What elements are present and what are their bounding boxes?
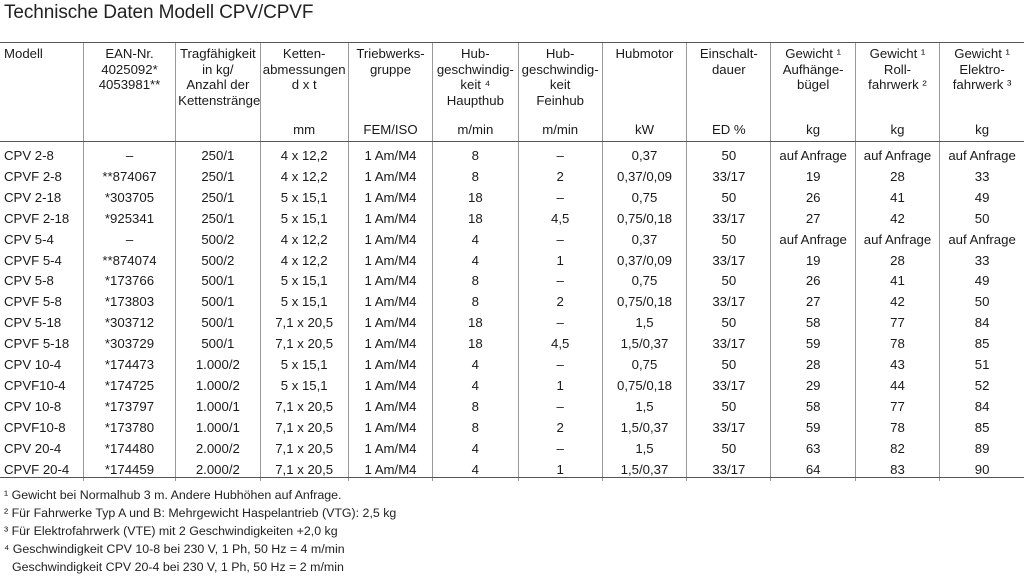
table-cell: 33/17 xyxy=(687,209,771,230)
table-cell: 4 xyxy=(433,460,518,481)
column-header-unit: kg xyxy=(975,121,990,137)
column-header xyxy=(348,43,432,142)
table-cell: 42 xyxy=(855,292,939,313)
table-cell: 33/17 xyxy=(687,251,771,272)
table-cell: 82 xyxy=(855,439,939,460)
table-cell: auf Anfrage xyxy=(771,230,855,251)
footnote: ¹ Gewicht bei Normalhub 3 m. Andere Hubhöhen auf Anfrage. xyxy=(4,488,342,502)
table-row xyxy=(0,292,1024,313)
table-cell: 28 xyxy=(855,167,939,188)
table-cell: 26 xyxy=(771,271,855,292)
table-cell: *173780 xyxy=(83,418,175,439)
table-cell: 41 xyxy=(855,271,939,292)
table-cell: 1.000/1 xyxy=(176,397,260,418)
table-cell: *174459 xyxy=(83,460,175,481)
table-cell: 43 xyxy=(855,355,939,376)
column-header xyxy=(940,43,1024,142)
table-cell: 4 xyxy=(433,376,518,397)
table-cell: 2.000/2 xyxy=(176,460,260,481)
table-cell: 50 xyxy=(687,142,771,167)
table-cell: 1,5/0,37 xyxy=(602,460,686,481)
column-header-label: Triebwerks- gruppe xyxy=(356,46,425,77)
table-cell: 0,75/0,18 xyxy=(602,209,686,230)
table-cell: 0,75 xyxy=(602,188,686,209)
table-cell: 1 Am/M4 xyxy=(348,376,432,397)
table-cell: 250/1 xyxy=(176,167,260,188)
column-header-unit: FEM/ISO xyxy=(363,121,418,137)
table-cell: 58 xyxy=(771,397,855,418)
table-cell: 42 xyxy=(855,209,939,230)
table-cell: 1 Am/M4 xyxy=(348,230,432,251)
table-cell: 78 xyxy=(855,334,939,355)
model-cell: CPVF 5-8 xyxy=(4,294,62,310)
table-cell: 0,75/0,18 xyxy=(602,376,686,397)
table-cell: 52 xyxy=(940,376,1024,397)
table-cell: 4 xyxy=(433,355,518,376)
column-header-label: Hubmotor xyxy=(615,46,674,61)
table-cell: 4 xyxy=(433,251,518,272)
table-cell: 7,1 x 20,5 xyxy=(260,334,348,355)
table-row xyxy=(0,439,1024,460)
column-header-unit: kW xyxy=(634,121,655,137)
table-cell: 4 x 12,2 xyxy=(260,251,348,272)
table-cell: 500/2 xyxy=(176,251,260,272)
model-cell: CPVF10-8 xyxy=(4,419,66,435)
table-row xyxy=(0,355,1024,376)
model-cell: CPVF10-4 xyxy=(4,377,66,393)
table-cell: – xyxy=(518,271,602,292)
table-cell: 50 xyxy=(687,313,771,334)
table-row xyxy=(0,334,1024,355)
table-row xyxy=(0,167,1024,188)
table-cell: 1 xyxy=(518,251,602,272)
column-header-label: Gewicht ¹ Roll- fahrwerk ² xyxy=(868,46,927,92)
table-cell: 7,1 x 20,5 xyxy=(260,397,348,418)
table-cell: 4 x 12,2 xyxy=(260,142,348,167)
table-cell: 84 xyxy=(940,397,1024,418)
column-header xyxy=(83,43,175,142)
table-cell: 78 xyxy=(855,418,939,439)
column-header xyxy=(602,43,686,142)
table-cell: 84 xyxy=(940,313,1024,334)
footnotes xyxy=(4,486,396,576)
table-cell: *925341 xyxy=(83,209,175,230)
column-header xyxy=(260,43,348,142)
table-cell: 8 xyxy=(433,418,518,439)
table-cell: 44 xyxy=(855,376,939,397)
table-cell: 1 Am/M4 xyxy=(348,355,432,376)
table-cell: 7,1 x 20,5 xyxy=(260,418,348,439)
table-cell: 49 xyxy=(940,271,1024,292)
table-cell: 85 xyxy=(940,334,1024,355)
column-header-unit: kg xyxy=(890,121,905,137)
table-cell: 0,75 xyxy=(602,355,686,376)
table-cell: – xyxy=(518,188,602,209)
table-cell: 1,5 xyxy=(602,439,686,460)
column-header xyxy=(771,43,855,142)
table-cell: 5 x 15,1 xyxy=(260,355,348,376)
table-cell: 50 xyxy=(687,230,771,251)
table-cell: 77 xyxy=(855,313,939,334)
table-cell: auf Anfrage xyxy=(940,142,1024,167)
table-cell: 1 xyxy=(518,376,602,397)
table-cell: 64 xyxy=(771,460,855,481)
footnote: Geschwindigkeit CPV 20-4 bei 230 V, 1 Ph, 50 Hz = 2 m/min xyxy=(12,560,344,574)
table-cell: 27 xyxy=(771,292,855,313)
table-cell: 0,75/0,18 xyxy=(602,292,686,313)
table-cell: 50 xyxy=(687,439,771,460)
table-cell: – xyxy=(518,397,602,418)
model-cell: CPVF 20-4 xyxy=(4,461,70,477)
column-header-label: Einschalt- dauer xyxy=(699,46,758,77)
table-cell: 50 xyxy=(687,271,771,292)
column-header-unit: m/min xyxy=(457,121,494,137)
table-cell: 19 xyxy=(771,251,855,272)
table-cell: 8 xyxy=(433,142,518,167)
table-cell: 0,37/0,09 xyxy=(602,167,686,188)
column-header-label: Modell xyxy=(4,46,43,61)
column-header-label: Gewicht ¹ Elektro- fahrwerk ³ xyxy=(952,46,1012,92)
table-row xyxy=(0,188,1024,209)
table-cell: 250/1 xyxy=(176,209,260,230)
table-cell: *173797 xyxy=(83,397,175,418)
table-cell: 1,5/0,37 xyxy=(602,334,686,355)
table-cell: 7,1 x 20,5 xyxy=(260,313,348,334)
footnote: ³ Für Elektrofahrwerk (VTE) mit 2 Geschwindigkeiten +2,0 kg xyxy=(4,524,338,538)
column-header-label: Hub- geschwindig- keit ⁴ Haupthub xyxy=(436,46,514,108)
table-cell: 49 xyxy=(940,188,1024,209)
model-cell: CPVF 2-18 xyxy=(4,210,70,226)
page-title: Technische Daten Modell CPV/CPVF xyxy=(4,2,314,23)
table-cell: 50 xyxy=(940,292,1024,313)
table-cell: 18 xyxy=(433,313,518,334)
table-cell: 33/17 xyxy=(687,292,771,313)
table-cell: 500/1 xyxy=(176,271,260,292)
table-body xyxy=(0,142,1024,481)
table-cell: 4 x 12,2 xyxy=(260,230,348,251)
model-cell: CPVF 5-18 xyxy=(4,336,70,352)
table-cell: 85 xyxy=(940,418,1024,439)
table-cell: 50 xyxy=(687,355,771,376)
table-cell: *303705 xyxy=(83,188,175,209)
table-cell: 18 xyxy=(433,188,518,209)
column-header xyxy=(0,43,83,142)
table-header-row xyxy=(0,43,1024,142)
table-row xyxy=(0,251,1024,272)
table-cell: 8 xyxy=(433,167,518,188)
table-cell: *303712 xyxy=(83,313,175,334)
table-cell: 1 Am/M4 xyxy=(348,251,432,272)
column-header xyxy=(433,43,518,142)
table-cell: 26 xyxy=(771,188,855,209)
table-cell: 5 x 15,1 xyxy=(260,292,348,313)
table-cell: 4,5 xyxy=(518,334,602,355)
table-cell: 4 x 12,2 xyxy=(260,167,348,188)
table-cell: 500/1 xyxy=(176,313,260,334)
model-cell: CPV 10-4 xyxy=(4,357,62,373)
table-cell: **874067 xyxy=(83,167,175,188)
table-cell: 5 x 15,1 xyxy=(260,376,348,397)
table-cell: 33/17 xyxy=(687,376,771,397)
table-cell: auf Anfrage xyxy=(940,230,1024,251)
table-cell: – xyxy=(83,230,175,251)
table-cell: 1 Am/M4 xyxy=(348,142,432,167)
table-cell: 5 x 15,1 xyxy=(260,271,348,292)
table-cell: – xyxy=(518,313,602,334)
column-header-unit: kg xyxy=(806,121,821,137)
table-row xyxy=(0,397,1024,418)
table-cell: – xyxy=(518,439,602,460)
table-cell: 1 Am/M4 xyxy=(348,188,432,209)
table-row xyxy=(0,271,1024,292)
table-cell: 1 Am/M4 xyxy=(348,418,432,439)
table-cell: 33/17 xyxy=(687,167,771,188)
model-cell: CPV 5-18 xyxy=(4,315,62,331)
table-cell: 8 xyxy=(433,292,518,313)
table-cell: 90 xyxy=(940,460,1024,481)
column-header-label: Tragfähigkeit in kg/ Anzahl der Kettenstränge xyxy=(178,46,261,108)
table-cell: – xyxy=(518,355,602,376)
table-cell: 41 xyxy=(855,188,939,209)
table-cell: 19 xyxy=(771,167,855,188)
column-header-unit: m/min xyxy=(542,121,579,137)
table-cell: 58 xyxy=(771,313,855,334)
table-cell: 33/17 xyxy=(687,418,771,439)
table-row xyxy=(0,209,1024,230)
column-header-label: Hub- geschwindig- keit Feinhub xyxy=(521,46,599,108)
table-cell: 0,37 xyxy=(602,230,686,251)
table-cell: 0,37 xyxy=(602,142,686,167)
table-cell: auf Anfrage xyxy=(855,230,939,251)
model-cell: CPVF 5-4 xyxy=(4,252,62,268)
table-cell: 33 xyxy=(940,251,1024,272)
model-cell: CPV 2-18 xyxy=(4,189,62,205)
table-cell: *174473 xyxy=(83,355,175,376)
bottom-rule xyxy=(0,477,1024,478)
table-cell: 1,5 xyxy=(602,313,686,334)
table-cell: auf Anfrage xyxy=(771,142,855,167)
table-cell: *173803 xyxy=(83,292,175,313)
table-cell: 50 xyxy=(687,188,771,209)
column-header xyxy=(518,43,602,142)
table-cell: 8 xyxy=(433,271,518,292)
table-cell: 2 xyxy=(518,167,602,188)
table-cell: 1 Am/M4 xyxy=(348,397,432,418)
table-cell: 1 Am/M4 xyxy=(348,439,432,460)
table-cell: **874074 xyxy=(83,251,175,272)
table-cell: 1 Am/M4 xyxy=(348,313,432,334)
table-cell: 18 xyxy=(433,334,518,355)
table-cell: 89 xyxy=(940,439,1024,460)
table-cell: *173766 xyxy=(83,271,175,292)
table-cell: 29 xyxy=(771,376,855,397)
column-header-label: Gewicht ¹ Aufhänge- bügel xyxy=(782,46,844,92)
model-cell: CPV 2-8 xyxy=(4,148,54,163)
table-cell: 2 xyxy=(518,418,602,439)
table-cell: 7,1 x 20,5 xyxy=(260,439,348,460)
table-cell: 33/17 xyxy=(687,334,771,355)
table-cell: 1,5/0,37 xyxy=(602,418,686,439)
table-cell: 500/2 xyxy=(176,230,260,251)
table-cell: 5 x 15,1 xyxy=(260,188,348,209)
table-cell: 1.000/2 xyxy=(176,355,260,376)
column-header-unit: mm xyxy=(293,121,316,137)
table-cell: 83 xyxy=(855,460,939,481)
table-cell: *174480 xyxy=(83,439,175,460)
model-cell: CPV 10-8 xyxy=(4,398,62,414)
table-row xyxy=(0,142,1024,167)
table-cell: – xyxy=(83,142,175,167)
spec-table xyxy=(0,43,1024,481)
table-cell: 5 x 15,1 xyxy=(260,209,348,230)
table-cell: 28 xyxy=(771,355,855,376)
table-cell: 1 Am/M4 xyxy=(348,460,432,481)
column-header-label: Ketten- abmessungen d x t xyxy=(262,46,346,92)
table-cell: 1 Am/M4 xyxy=(348,292,432,313)
table-cell: 2 xyxy=(518,292,602,313)
table-cell: auf Anfrage xyxy=(855,142,939,167)
table-row xyxy=(0,376,1024,397)
table-cell: 27 xyxy=(771,209,855,230)
table-cell: 18 xyxy=(433,209,518,230)
table-cell: 77 xyxy=(855,397,939,418)
table-cell: *303729 xyxy=(83,334,175,355)
table-cell: 4 xyxy=(433,439,518,460)
table-cell: 0,37/0,09 xyxy=(602,251,686,272)
model-cell: CPV 5-8 xyxy=(4,273,54,289)
table-cell: 59 xyxy=(771,334,855,355)
table-cell: 1.000/1 xyxy=(176,418,260,439)
table-cell: 50 xyxy=(687,397,771,418)
table-cell: 28 xyxy=(855,251,939,272)
table-cell: 250/1 xyxy=(176,142,260,167)
table-cell: 51 xyxy=(940,355,1024,376)
table-cell: – xyxy=(518,142,602,167)
table-cell: 4,5 xyxy=(518,209,602,230)
table-cell: 63 xyxy=(771,439,855,460)
footnote: ⁴ Geschwindigkeit CPV 10-8 bei 230 V, 1 Ph, 50 Hz = 4 m/min xyxy=(4,542,345,556)
table-cell: – xyxy=(518,230,602,251)
table-cell: 7,1 x 20,5 xyxy=(260,460,348,481)
model-cell: CPVF 2-8 xyxy=(4,168,62,184)
table-cell: 500/1 xyxy=(176,334,260,355)
table-cell: 2.000/2 xyxy=(176,439,260,460)
table-cell: 1 Am/M4 xyxy=(348,209,432,230)
table-cell: 1,5 xyxy=(602,397,686,418)
table-cell: 1 Am/M4 xyxy=(348,167,432,188)
table-cell: 1 Am/M4 xyxy=(348,271,432,292)
model-cell: CPV 20-4 xyxy=(4,440,62,456)
table-cell: 33 xyxy=(940,167,1024,188)
table-cell: 0,75 xyxy=(602,271,686,292)
table-cell: 59 xyxy=(771,418,855,439)
table-cell: 33/17 xyxy=(687,460,771,481)
table-row xyxy=(0,313,1024,334)
table-row xyxy=(0,230,1024,251)
table-row xyxy=(0,418,1024,439)
column-header-unit: ED % xyxy=(711,121,746,137)
table-cell: 500/1 xyxy=(176,292,260,313)
table-cell: 1 xyxy=(518,460,602,481)
table-cell: 1.000/2 xyxy=(176,376,260,397)
table-cell: 50 xyxy=(940,209,1024,230)
column-header-label: EAN-Nr. 4025092* 4053981** xyxy=(98,46,161,92)
table-cell: 8 xyxy=(433,397,518,418)
table-cell: 4 xyxy=(433,230,518,251)
table-cell: 250/1 xyxy=(176,188,260,209)
footnote: ² Für Fahrwerke Typ A und B: Mehrgewicht Haspelantrieb (VTG): 2,5 kg xyxy=(4,506,397,520)
model-cell: CPV 5-4 xyxy=(4,231,54,247)
column-header xyxy=(176,43,260,142)
column-header xyxy=(855,43,939,142)
table-cell: *174725 xyxy=(83,376,175,397)
column-header xyxy=(687,43,771,142)
table-cell: 1 Am/M4 xyxy=(348,334,432,355)
